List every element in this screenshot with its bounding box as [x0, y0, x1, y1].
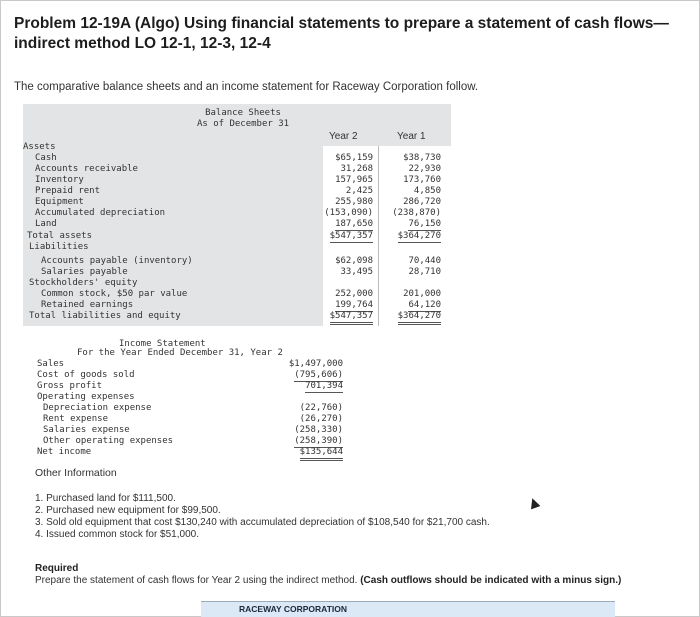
- income-statement-caption-line1: Income Statement: [119, 339, 206, 349]
- balance-sheet-caption-line1: Balance Sheets: [205, 108, 281, 118]
- balance-sheet-year1-value: 28,710: [408, 267, 441, 277]
- balance-sheet-row-label: Retained earnings: [41, 300, 134, 310]
- income-statement-amount: $1,497,000: [288, 359, 343, 369]
- balance-sheet-year1-value: 76,150: [408, 219, 441, 229]
- income-statement-amount: (26,270): [299, 414, 343, 424]
- balance-sheet-row-label: Total assets: [27, 231, 93, 241]
- balance-sheet-row-label: Prepaid rent: [35, 186, 101, 196]
- answer-table-header[interactable]: [201, 601, 615, 617]
- column-header-year1: Year 1: [397, 131, 426, 142]
- balance-sheet-row-label: Common stock, $50 par value: [41, 289, 188, 299]
- required-text-line: [35, 575, 621, 586]
- balance-sheet-year1-value: 64,120: [408, 300, 441, 310]
- income-statement-row-label: Cost of goods sold: [37, 370, 135, 380]
- balance-sheet-year2-value: 199,764: [335, 300, 373, 310]
- other-information-heading: Other Information: [35, 467, 117, 479]
- income-statement-amount: $135,644: [300, 447, 343, 461]
- income-statement-row-label: Depreciation expense: [43, 403, 152, 413]
- balance-sheet-year1-value: $38,730: [403, 153, 441, 163]
- balance-sheet-year1-value: $364,270: [398, 311, 441, 325]
- balance-sheet-year2-value: 255,980: [335, 197, 373, 207]
- income-statement-amount: (258,330): [294, 425, 343, 435]
- intro-text: The comparative balance sheets and an income statement for Raceway Corporation follow.: [14, 81, 479, 93]
- income-statement-row-label: Salaries expense: [43, 425, 130, 435]
- income-statement-amount: (795,606): [294, 370, 343, 380]
- balance-sheet-year1-value: 201,000: [403, 289, 441, 299]
- balance-sheet-year1-value: 70,440: [408, 256, 441, 266]
- income-statement-row-label: Operating expenses: [37, 392, 135, 402]
- income-statement-row-label: Gross profit: [37, 381, 103, 391]
- income-statement-row-label: Sales: [37, 359, 65, 369]
- other-info-item-1: 1. Purchased land for $111,500.: [35, 493, 176, 504]
- answer-table-company-name: RACEWAY CORPORATION: [239, 604, 347, 614]
- income-statement-amount: (22,760): [299, 403, 343, 413]
- balance-sheet-year2-value: $62,098: [335, 256, 373, 266]
- income-statement-row-label: Other operating expenses: [43, 436, 174, 446]
- income-statement-amount: (258,390): [294, 436, 343, 446]
- balance-sheet-year2-value: $547,357: [329, 231, 373, 241]
- income-statement-amount: 701,394: [305, 381, 343, 391]
- balance-sheet-row-label: Land: [35, 219, 57, 229]
- required-heading: Required: [35, 563, 79, 574]
- balance-sheet-year1-value: 173,760: [403, 175, 441, 185]
- balance-sheet-caption-line2: As of December 31: [196, 119, 290, 129]
- other-info-item-3: 3. Sold old equipment that cost $130,240 with accumulated depreciation of $108,540 for $21,700 cash.: [35, 517, 490, 528]
- mouse-cursor-icon: [528, 497, 541, 510]
- column-divider: [378, 146, 379, 326]
- balance-sheet-year1-value: 4,850: [413, 186, 441, 196]
- balance-sheet-year2-value: (153,090): [324, 208, 373, 218]
- other-info-item-2: 2. Purchased new equipment for $99,500.: [35, 505, 221, 516]
- balance-sheet-year2-value: 187,650: [335, 219, 373, 229]
- balance-sheet-year2-value: 157,965: [335, 175, 373, 185]
- balance-sheet-row-label: Cash: [35, 153, 57, 163]
- income-statement-row-label: Rent expense: [43, 414, 109, 424]
- income-statement-row-label: Net income: [37, 447, 92, 457]
- balance-sheet-year2-value: 31,268: [340, 164, 373, 174]
- balance-sheet-row-label: Accumulated depreciation: [35, 208, 166, 218]
- balance-sheet-row-label: Salaries payable: [41, 267, 128, 277]
- balance-sheet-year2-value: $65,159: [335, 153, 373, 163]
- balance-sheet-row-label: Inventory: [35, 175, 84, 185]
- balance-sheet-row-label: Accounts receivable: [35, 164, 138, 174]
- balance-sheet-row-label: Equipment: [35, 197, 84, 207]
- balance-sheet-year1-value: 286,720: [403, 197, 441, 207]
- required-instructions: Prepare the statement of cash flows for Year 2 using the indirect method.: [35, 575, 358, 586]
- balance-sheet-row-label: Total liabilities and equity: [29, 311, 181, 321]
- balance-sheet-year2-value: 2,425: [345, 186, 373, 196]
- balance-sheet-row-label: Stockholders' equity: [29, 278, 138, 288]
- balance-sheet-year1-value: 22,930: [408, 164, 441, 174]
- balance-sheet-table: [23, 104, 451, 326]
- balance-sheet-row-label: Accounts payable (inventory): [41, 256, 193, 266]
- income-statement-caption-line2: For the Year Ended December 31, Year 2: [77, 348, 283, 358]
- balance-sheet-caption: [143, 108, 343, 130]
- problem-title: Problem 12-19A (Algo) Using financial statements to prepare a statement of cash flows—indirect method LO 12-1, 12-3, 12-4: [14, 15, 669, 52]
- balance-sheet-year2-value: 33,495: [340, 267, 373, 277]
- balance-sheet-year2-value: 252,000: [335, 289, 373, 299]
- income-statement-table: [23, 339, 353, 459]
- required-note: (Cash outflows should be indicated with a minus sign.): [360, 575, 622, 586]
- balance-sheet-year1-value: (238,870): [392, 208, 441, 218]
- column-header-year2: Year 2: [329, 131, 358, 142]
- balance-sheet-row-label: Assets: [23, 142, 56, 152]
- balance-sheet-row-label: Liabilities: [29, 242, 89, 252]
- balance-sheet-year2-value: $547,357: [330, 311, 373, 325]
- other-info-item-4: 4. Issued common stock for $51,000.: [35, 529, 199, 540]
- balance-sheet-year1-value: $364,270: [397, 231, 441, 241]
